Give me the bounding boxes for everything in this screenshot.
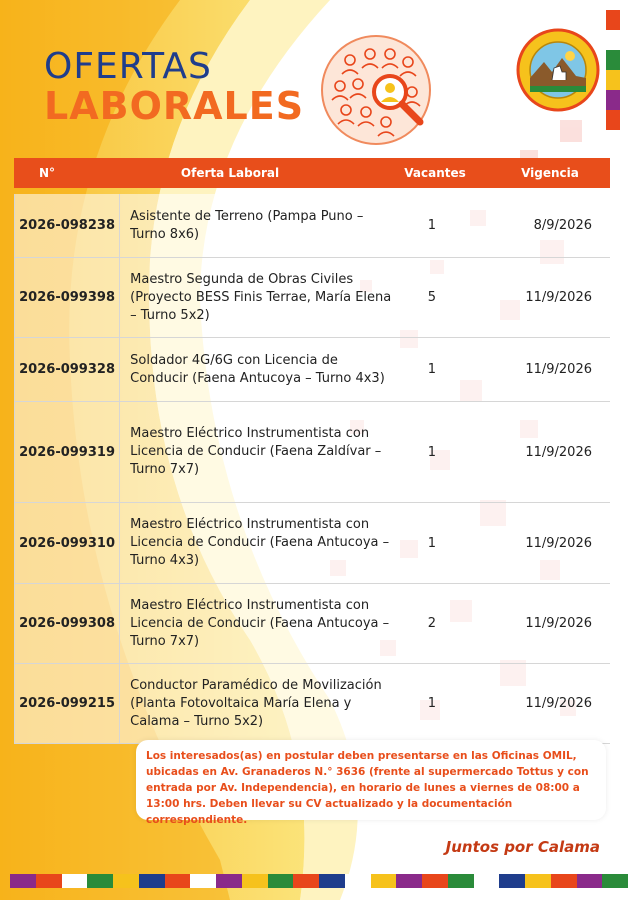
offer-vacancies: 1 (427, 535, 436, 551)
slogan: Juntos por Calama (445, 838, 600, 856)
header-validity: Vigencia (521, 166, 579, 180)
offer-validity: 11/9/2026 (525, 535, 592, 551)
offer-validity: 11/9/2026 (525, 362, 592, 377)
offer-id: 2026-099398 (14, 258, 120, 337)
table-row (14, 258, 610, 338)
table-row (14, 402, 610, 503)
title-line-2: LABORALES (44, 84, 305, 128)
color-stripe-vertical (606, 10, 620, 130)
offer-title: Maestro Eléctrico Instrumentista con Licencia de Conducir (Faena Antucoya – Turno 4x3) (130, 517, 390, 568)
offer-vacancies: 1 (427, 444, 436, 460)
header-offer: Oferta Laboral (180, 166, 280, 180)
table-row (14, 338, 610, 402)
offer-title: Maestro Eléctrico Instrumentista con Licencia de Conducir (Faena Zaldívar – Turno 7x7) (130, 426, 382, 477)
offer-title: Maestro Segunda de Obras Civiles (Proyecto BESS Finis Terrae, María Elena – Turno 5x2) (130, 271, 392, 323)
offer-vacancies: 5 (427, 290, 436, 305)
header-vacancies: Vacantes (404, 166, 466, 180)
offer-validity: 11/9/2026 (525, 696, 592, 711)
color-stripe-bottom (10, 874, 628, 888)
offer-title: Soldador 4G/6G con Licencia de Conducir (Faena Antucoya – Turno 4x3) (130, 352, 385, 386)
offer-validity: 11/9/2026 (525, 616, 592, 631)
title-line-1: OFERTAS (44, 46, 212, 87)
offer-validity: 8/9/2026 (533, 218, 592, 233)
table-row (14, 584, 610, 664)
offer-validity: 11/9/2026 (525, 444, 592, 460)
application-instructions: Los interesados(as) en postular deben presentarse en las Oficinas OMIL, ubicadas en Av. Granaderos N.° 3636 (frente al supermercado Tottus y con entrada por Av. Independencia), en horario de lunes a viernes de 08:00 a 13:00 hrs. Deben llevar su CV actualizado y la documentación correspondiente. (136, 740, 606, 820)
offer-vacancies: 1 (427, 362, 436, 377)
table-row (14, 664, 610, 744)
offer-validity: 11/9/2026 (525, 290, 592, 305)
municipal-seal-logo (516, 28, 600, 112)
offer-title: Conductor Paramédico de Movilización (Planta Fotovoltaica María Elena y Calama – Turno 5x2) (130, 677, 382, 729)
offer-vacancies: 1 (427, 218, 436, 233)
job-search-crowd-icon (320, 30, 440, 150)
table-row (14, 194, 610, 258)
offer-title: Maestro Eléctrico Instrumentista con Licencia de Conducir (Faena Antucoya – Turno 7x7) (130, 597, 390, 649)
offer-id: 2026-098238 (14, 194, 120, 257)
offer-id: 2026-099328 (14, 338, 120, 401)
offer-id: 2026-099215 (14, 664, 120, 743)
offer-title: Asistente de Terreno (Pampa Puno – Turno 8x6) (130, 208, 364, 242)
page-title (44, 48, 304, 126)
header-number: N° (38, 166, 56, 180)
offer-id: 2026-099308 (14, 584, 120, 663)
offer-id: 2026-099310 (14, 503, 120, 583)
table-row (14, 503, 610, 584)
table-header (14, 158, 610, 188)
offer-vacancies: 2 (427, 616, 436, 631)
offer-vacancies: 1 (427, 696, 436, 711)
offer-id: 2026-099319 (14, 402, 120, 502)
job-offers-table (14, 194, 610, 744)
